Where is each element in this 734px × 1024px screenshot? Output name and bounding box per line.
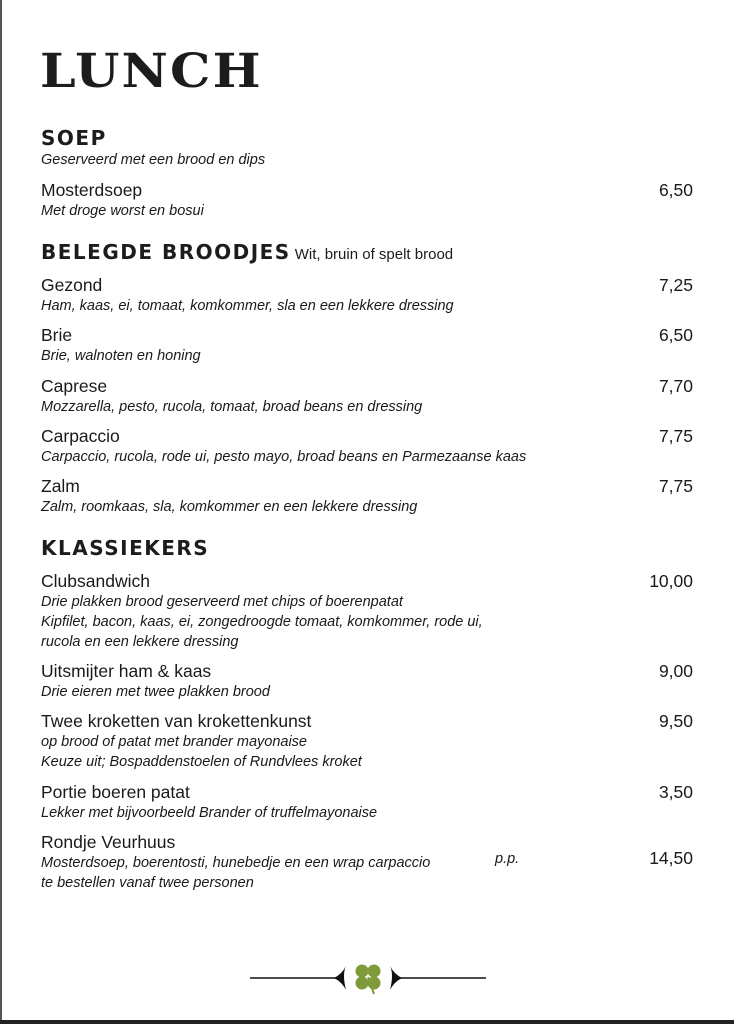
menu-item	[41, 375, 693, 417]
item-name: Caprese	[41, 376, 108, 396]
page-left-border	[0, 0, 2, 1024]
item-desc: Drie plakken brood geserveerd met chips of boerenpatat	[41, 594, 403, 610]
item-price: 7,75	[658, 426, 693, 446]
item-desc: Lekker met bijvoorbeeld Brander of truffelmayonaise	[41, 805, 378, 821]
item-price: 7,70	[658, 376, 693, 396]
item-name: Clubsandwich	[41, 571, 150, 591]
item-price: 6,50	[658, 325, 693, 345]
clover-icon	[356, 965, 381, 995]
item-price: 7,75	[658, 476, 693, 496]
divider-arrow-left	[334, 966, 346, 990]
menu-item	[41, 570, 693, 652]
menu-item	[41, 660, 693, 702]
menu-item	[41, 274, 693, 316]
item-unit: p.p.	[495, 851, 520, 867]
item-price: 3,50	[658, 782, 693, 802]
item-name: Brie	[41, 325, 73, 345]
section-heading-klassiekers: KLASSIEKERS	[41, 536, 210, 560]
section-heading-text: BELEGDE BROODJES	[41, 240, 291, 264]
menu-item	[41, 425, 693, 467]
item-price: 10,00	[649, 571, 693, 591]
item-desc: rucola en een lekkere dressing	[41, 634, 239, 650]
item-desc: Met droge worst en bosui	[41, 203, 204, 219]
divider-arrow-right	[390, 966, 402, 990]
menu-item	[41, 324, 693, 366]
item-price: 9,00	[658, 661, 693, 681]
item-name: Portie boeren patat	[41, 782, 190, 802]
item-price: 14,50	[649, 848, 693, 868]
menu-item	[41, 475, 693, 517]
item-name: Twee kroketten van krokettenkunst	[41, 711, 312, 731]
item-price: 7,25	[658, 275, 693, 295]
page-bottom-border	[0, 1020, 734, 1024]
item-name: Mosterdsoep	[41, 180, 143, 200]
item-name: Rondje Veurhuus	[41, 832, 176, 852]
section-heading-soep: SOEP	[41, 126, 107, 150]
item-desc: Ham, kaas, ei, tomaat, komkommer, sla en een lekkere dressing	[41, 298, 454, 314]
item-desc: op brood of patat met brander mayonaise	[41, 734, 307, 750]
item-desc: Kipfilet, bacon, kaas, ei, zongedroogde tomaat, komkommer, rode ui,	[41, 614, 483, 630]
item-desc: Mosterdsoep, boerentosti, hunebedje en een wrap carpaccio	[41, 855, 431, 871]
item-name: Zalm	[41, 476, 80, 496]
item-desc: Mozzarella, pesto, rucola, tomaat, broad beans en dressing	[41, 399, 423, 415]
item-price: 6,50	[658, 180, 693, 200]
item-desc: Keuze uit; Bospaddenstoelen of Rundvlees kroket	[41, 754, 362, 770]
clover-divider-ornament	[250, 958, 486, 998]
menu-item	[41, 710, 693, 772]
menu-title: LUNCH	[40, 44, 263, 99]
item-desc: Zalm, roomkaas, sla, komkommer en een lekkere dressing	[41, 499, 418, 515]
item-name: Carpaccio	[41, 426, 120, 446]
item-desc: te bestellen vanaf twee personen	[41, 875, 254, 891]
item-name: Gezond	[41, 275, 103, 295]
menu-item	[41, 179, 693, 221]
section-note-soep: Geserveerd met een brood en dips	[41, 152, 266, 168]
section-subheading: Wit, bruin of spelt brood	[294, 246, 454, 263]
menu-item	[41, 781, 693, 823]
item-desc: Brie, walnoten en honing	[41, 348, 201, 364]
menu-item	[41, 831, 693, 893]
item-desc: Drie eieren met twee plakken brood	[41, 684, 270, 700]
section-heading-broodjes	[41, 240, 453, 264]
item-desc: Carpaccio, rucola, rode ui, pesto mayo, broad beans en Parmezaanse kaas	[41, 449, 527, 465]
item-name: Uitsmijter ham & kaas	[41, 661, 212, 681]
item-price: 9,50	[658, 711, 693, 731]
